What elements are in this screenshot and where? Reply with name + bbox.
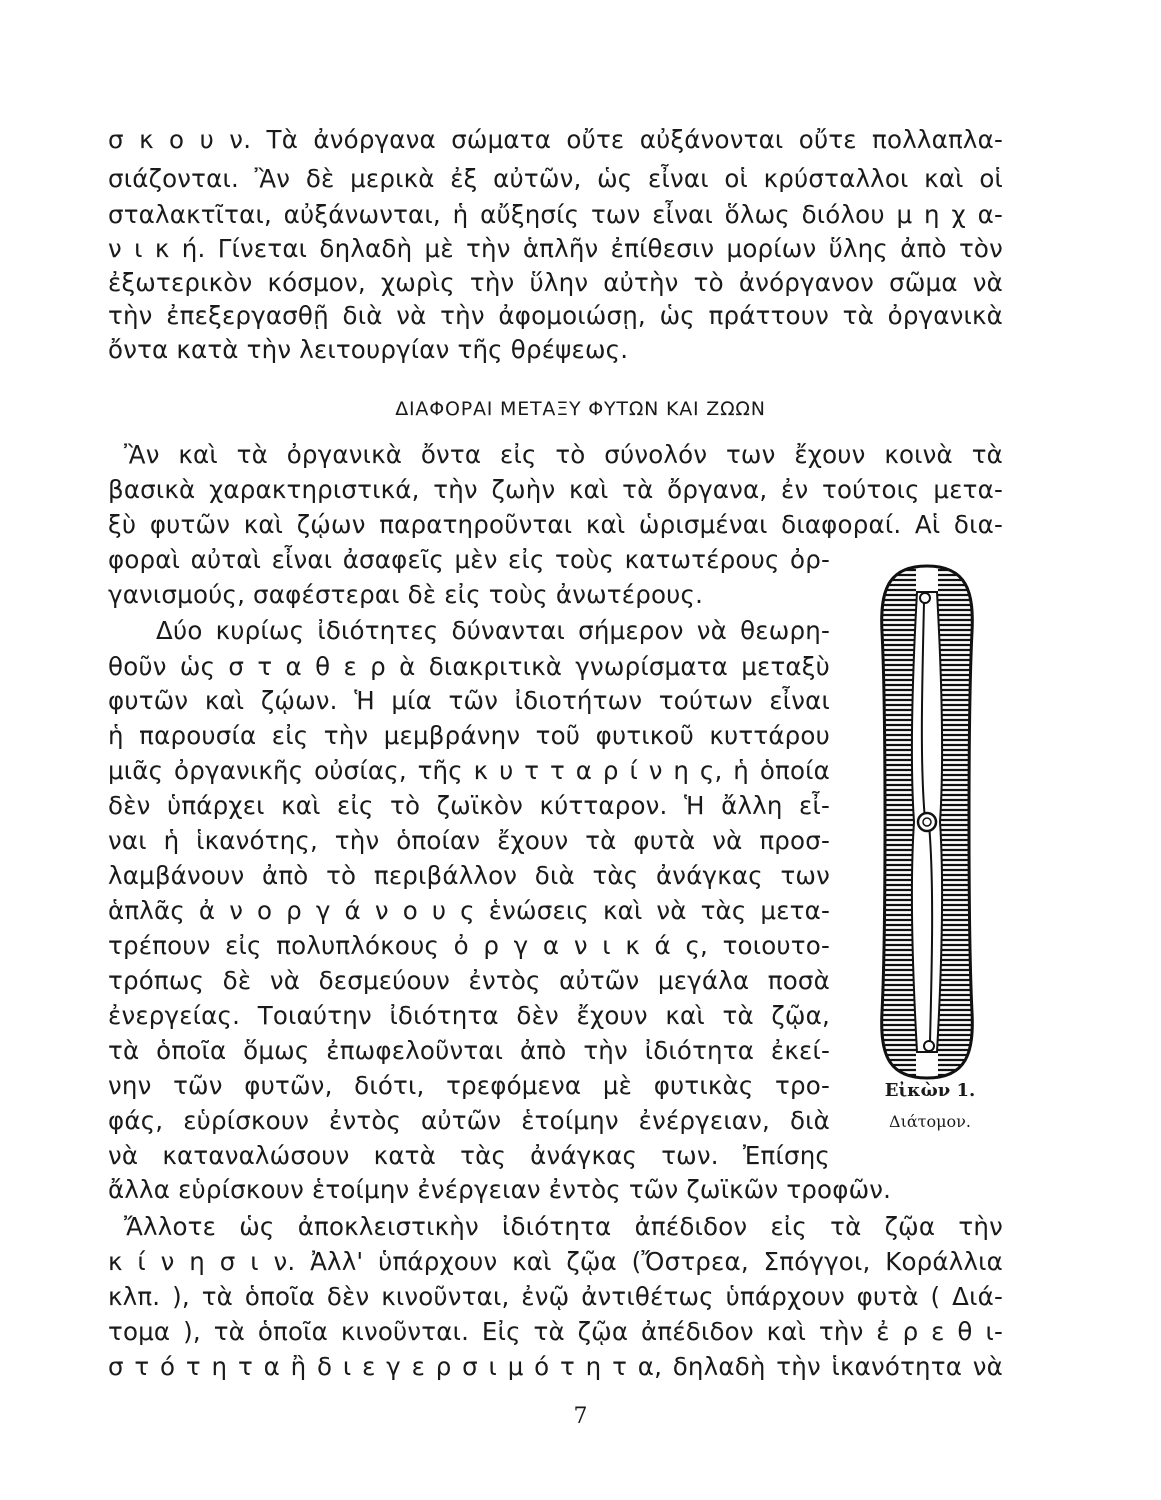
section-heading: ΔΙΑΦΟΡΑΙ ΜΕΤΑΞΥ ΦΥΤΩΝ ΚΑΙ ΖΩΩΝ <box>395 398 766 420</box>
text-line: Ἂν καὶ τὰ ὀργανικὰ ὄντα εἰς τὸ σύνολόν των ἔχουν κοινὰ τὰ <box>124 440 1003 469</box>
text-line: σιάζονται. Ἂν δὲ μερικὰ ἐξ αὐτῶν, ὡς εἶναι οἱ κρύσταλλοι καὶ οἱ <box>108 164 1003 193</box>
text-line: ν ι κ ή. Γίνεται δηλαδὴ μὲ τὴν ἁπλῆν ἐπίθεσιν μορίων ὕλης ἀπὸ τὸν <box>108 234 1003 263</box>
text-line: Ἄλλοτε ὡς ἀποκλειστικὴν ἰδιότητα ἀπέδιδον εἰς τὰ ζῷα τὴν <box>124 1212 1003 1241</box>
text-line: φάς, εὑρίσκουν ἐντὸς αὐτῶν ἑτοίμην ἐνέργειαν, διὰ <box>108 1106 830 1135</box>
figure-caption-subtitle: Διάτομον. <box>889 1112 971 1131</box>
text-line: φυτῶν καὶ ζῴων. Ἡ μία τῶν ἰδιοτήτων τούτων εἶναι <box>108 686 830 715</box>
text-line: μιᾶς ὀργανικῆς οὐσίας, τῆς κ υ τ τ α ρ ί ν η ς, ἡ ὁποία <box>108 756 830 785</box>
text-line: κ ί ν η σ ι ν. Ἀλλ' ὑπάρχουν καὶ ζῷα (Ὄστρεα, Σπόγγοι, Κοράλλια <box>108 1247 1003 1276</box>
text-line: ἐξωτερικὸν κόσμον, χωρὶς τὴν ὕλην αὐτὴν τὸ ἀνόργανον σῶμα νὰ <box>108 268 1003 297</box>
diatom-illustration <box>862 562 992 1082</box>
text-line: θοῦν ὡς σ τ α θ ε ρ ὰ διακριτικὰ γνωρίσματα μεταξὺ <box>108 652 830 681</box>
text-line: ὄντα κατὰ τὴν λειτουργίαν τῆς θρέψεως. <box>108 335 629 364</box>
text-line: δὲν ὑπάρχει καὶ εἰς τὸ ζωϊκὸν κύτταρον. Ἡ ἄλλη εἶ- <box>108 791 830 820</box>
text-line: γανισμούς, σαφέστεραι δὲ εἰς τοὺς ἀνωτέρους. <box>108 580 704 609</box>
text-line: τὴν ἐπεξεργασθῇ διὰ νὰ τὴν ἀφομοιώσῃ, ὡς πράττουν τὰ ὀργανικὰ <box>108 301 1003 330</box>
text-line: σ τ ό τ η τ α ἢ δ ι ε γ ε ρ σ ι μ ό τ η τ α, δηλαδὴ τὴν ἱκανότητα νὰ <box>108 1352 1003 1381</box>
page-number: 7 <box>573 1404 588 1429</box>
text-line: τρέπουν εἰς πολυπλόκους ὀ ρ γ α ν ι κ ά ς, τοιουτο- <box>108 931 830 960</box>
text-line: κλπ. ), τὰ ὁποῖα δὲν κινοῦνται, ἐνῷ ἀντιθέτως ὑπάρχουν φυτὰ ( Διά- <box>108 1282 1003 1311</box>
text-line: ναι ἡ ἱκανότης, τὴν ὁποίαν ἔχουν τὰ φυτὰ νὰ προσ- <box>108 826 830 855</box>
text-line: σ κ ο υ ν. Τὰ ἀνόργανα σώματα οὔτε αὐξάνονται οὔτε πολλαπλα- <box>108 125 1003 154</box>
text-line: ἄλλα εὑρίσκουν ἑτοίμην ἐνέργειαν ἐντὸς τῶν ζωϊκῶν τροφῶν. <box>108 1175 892 1204</box>
text-line: τομα ), τὰ ὁποῖα κινοῦνται. Εἰς τὰ ζῷα ἀπέδιδον καὶ τὴν ἐ ρ ε θ ι- <box>108 1317 1003 1346</box>
text-line: ἡ παρουσία εἰς τὴν μεμβράνην τοῦ φυτικοῦ κυττάρου <box>108 721 830 750</box>
text-line: λαμβάνουν ἀπὸ τὸ περιβάλλον διὰ τὰς ἀνάγκας των <box>108 861 830 890</box>
text-line: τὰ ὁποῖα ὅμως ἐπωφελοῦνται ἀπὸ τὴν ἰδιότητα ἐκεί- <box>108 1036 830 1065</box>
text-line: βασικὰ χαρακτηριστικά, τὴν ζωὴν καὶ τὰ ὄργανα, ἐν τούτοις μετα- <box>108 475 1003 504</box>
text-line: ἁπλᾶς ἀ ν ο ρ γ ά ν ο υ ς ἑνώσεις καὶ νὰ τὰς μετα- <box>108 896 830 925</box>
text-line: νὰ καταναλώσουν κατὰ τὰς ἀνάγκας των. Ἐπίσης <box>108 1141 830 1170</box>
text-line: σταλακτῖται, αὐξάνωνται, ἡ αὔξησίς των εἶναι ὅλως διόλου μ η χ α- <box>108 200 1003 229</box>
text-line: Δύο κυρίως ἰδιότητες δύνανται σήμερον νὰ θεωρη- <box>156 616 830 645</box>
text-line: ξὺ φυτῶν καὶ ζῴων παρατηροῦνται καὶ ὡρισμέναι διαφοραί. Αἱ δια- <box>108 510 1003 539</box>
text-line: ἐνεργείας. Τοιαύτην ἰδιότητα δὲν ἔχουν καὶ τὰ ζῷα, <box>108 1001 830 1030</box>
text-line: φοραὶ αὐταὶ εἶναι ἀσαφεῖς μὲν εἰς τοὺς κατωτέρους ὀρ- <box>108 545 830 574</box>
figure-caption-title: Εἰκὼν 1. <box>884 1080 976 1101</box>
text-line: νην τῶν φυτῶν, διότι, τρεφόμενα μὲ φυτικὰς τρο- <box>108 1071 830 1100</box>
text-line: τρόπως δὲ νὰ δεσμεύουν ἐντὸς αὐτῶν μεγάλα ποσὰ <box>108 966 830 995</box>
